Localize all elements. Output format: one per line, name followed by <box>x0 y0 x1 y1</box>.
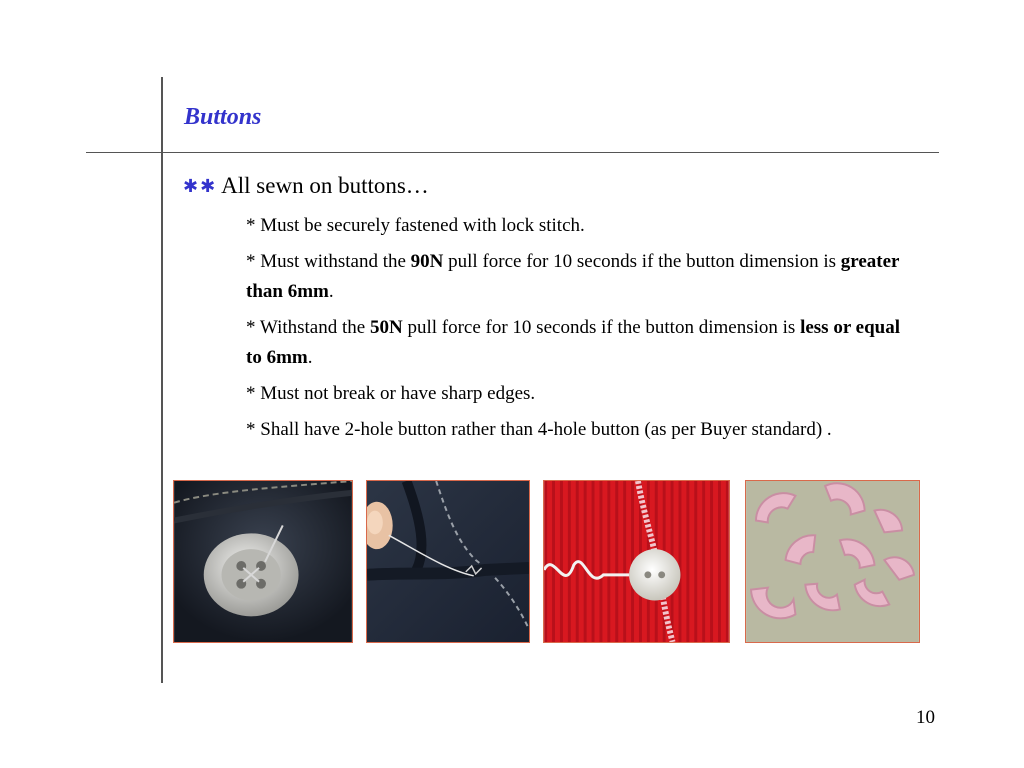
vertical-divider <box>161 77 163 683</box>
point-bold: 90N <box>410 251 444 272</box>
slide-title: Buttons <box>184 104 262 130</box>
point-text: * Must withstand the <box>246 251 411 272</box>
photo-broken-pink-buttons <box>745 480 920 643</box>
section-heading: All sewn on buttons… <box>221 173 429 198</box>
point-text: pull force for 10 seconds if the button dimension is <box>402 317 801 338</box>
list-item <box>246 313 906 373</box>
point-text: * Withstand the <box>246 317 370 338</box>
list-item <box>246 247 906 307</box>
photo-four-hole-button <box>173 480 353 643</box>
point-text: * Must not break or have sharp edges. <box>246 383 536 404</box>
requirements-list <box>246 211 906 451</box>
horizontal-divider <box>86 152 939 153</box>
list-item <box>246 379 906 409</box>
list-item <box>246 415 906 445</box>
point-text: . <box>328 281 334 302</box>
point-text: * Must be securely fastened with lock stitch. <box>246 215 585 236</box>
point-bold: less or equal to 6mm <box>246 317 900 368</box>
point-bold: 50N <box>369 317 403 338</box>
photo-needle-threading <box>366 480 530 643</box>
page-number: 10 <box>916 707 935 728</box>
point-text: pull force for 10 seconds if the button dimension is <box>443 251 841 272</box>
list-item <box>246 211 906 241</box>
photo-two-hole-button-red-knit <box>543 480 730 643</box>
point-text: . <box>307 347 313 368</box>
point-bold: greater than 6mm <box>246 251 900 302</box>
section-heading-row <box>183 173 429 199</box>
asterisk-bullet-icon: ✱✱ <box>183 175 218 196</box>
point-text: * Shall have 2-hole button rather than 4-hole button (as per Buyer standard) . <box>246 419 832 440</box>
